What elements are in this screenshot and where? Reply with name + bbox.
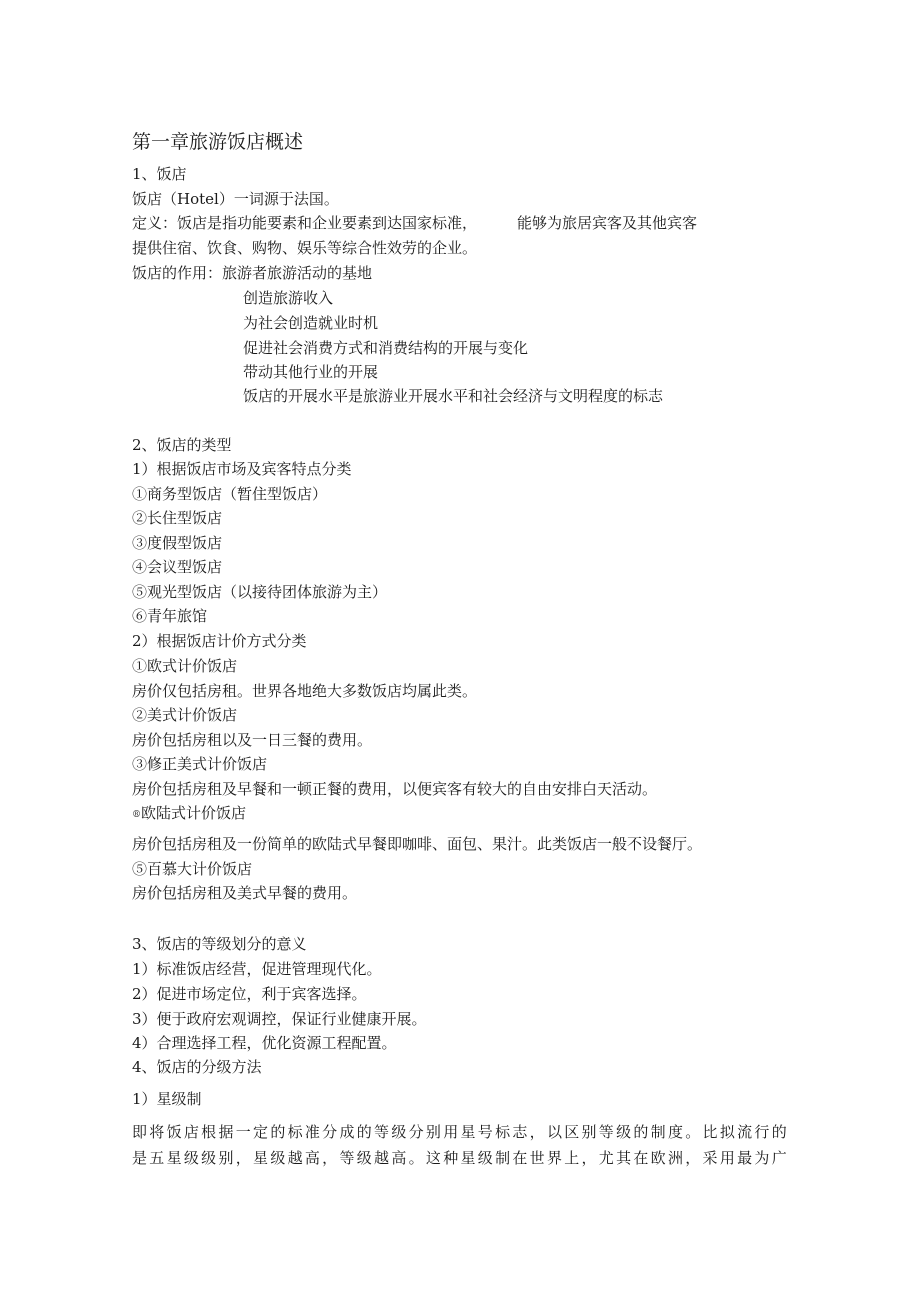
subheading: 1）星级制 — [132, 1090, 202, 1108]
definition-line-2: 提供住宿、饮食、购物、娱乐等综合性效劳的企业。 — [132, 239, 478, 257]
paragraph: 房价仅包括房租。世界各地绝大多数饭店均属此类。 — [132, 682, 478, 700]
role-item: 饭店的开展水平是旅游业开展水平和社会经济与文明程度的标志 — [243, 387, 664, 405]
origin-text: 饭店（Hotel）一词源于法国。 — [132, 190, 339, 208]
list-item: 4）合理选择工程，优化资源工程配置。 — [132, 1034, 397, 1052]
role-item: 促进社会消费方式和消费结构的开展与变化 — [243, 339, 529, 357]
chapter-title: 第一章旅游饭店概述 — [132, 131, 304, 153]
list-item: ⑤百慕大计价饭店 — [132, 860, 253, 878]
list-item: 1）标准饭店经营，促进管理现代化。 — [132, 960, 382, 978]
list-item: 3）便于政府宏观调控，保证行业健康开展。 — [132, 1010, 427, 1028]
role-label: 饭店的作用： — [132, 264, 223, 282]
list-item: ②长住型饭店 — [132, 509, 223, 527]
list-item: 2）促进市场定位，利于宾客选择。 — [132, 985, 367, 1003]
list-item-label: 欧陆式计价饭店 — [141, 804, 247, 822]
definition-part-2: 能够为旅居宾客及其他宾客 — [517, 214, 698, 232]
role-item: 带动其他行业的开展 — [243, 363, 379, 381]
role-item: 创造旅游收入 — [243, 289, 334, 307]
list-item: ③度假型饭店 — [132, 534, 223, 552]
list-item: ③修正美式计价饭店 — [132, 755, 268, 773]
subheading: 2）根据饭店计价方式分类 — [132, 632, 307, 650]
role-line — [132, 263, 372, 283]
section-heading-3: 3、饭店的等级划分的意义 — [132, 935, 307, 953]
paragraph: 房价包括房租以及一日三餐的费用。 — [132, 731, 373, 749]
list-item: ①商务型饭店（暂住型饭店） — [132, 485, 328, 503]
list-item: ②美式计价饭店 — [132, 706, 238, 724]
paragraph: 房价包括房租及美式早餐的费用。 — [132, 884, 358, 902]
list-marker: ® — [132, 810, 141, 820]
paragraph: 房价包括房租及一份简单的欧陆式早餐即咖啡、面包、果汁。此类饭店一般不设餐厅。 — [132, 835, 703, 853]
section-heading-2: 2、饭店的类型 — [132, 436, 232, 454]
list-item: ①欧式计价饭店 — [132, 657, 238, 675]
section-heading-1: 1、饭店 — [132, 165, 187, 183]
role-item: 为社会创造就业时机 — [243, 314, 379, 332]
paragraph: 是五星级级别，星级越高，等级越高。这种星级制在世界上，尤其在欧洲，采用最为广 — [132, 1149, 787, 1167]
list-item: ⑤观光型饭店（以接待团体旅游为主） — [132, 583, 388, 601]
list-item: ⑥青年旅馆 — [132, 607, 208, 625]
subheading: 1）根据饭店市场及宾客特点分类 — [132, 460, 352, 478]
definition-part-1: 定义：饭店是指功能要素和企业要素到达国家标准， — [132, 214, 478, 232]
section-heading-4: 4、饭店的分级方法 — [132, 1058, 262, 1076]
list-item: ④会议型饭店 — [132, 558, 223, 576]
role-item: 旅游者旅游活动的基地 — [222, 264, 373, 282]
paragraph: 房价包括房租及早餐和一顿正餐的费用，以便宾客有较大的自由安排白天活动。 — [132, 780, 658, 798]
list-item — [132, 803, 246, 825]
definition-line-1 — [132, 213, 697, 233]
paragraph: 即将饭店根据一定的标准分成的等级分别用星号标志，以区别等级的制度。比拟流行的 — [132, 1123, 787, 1141]
